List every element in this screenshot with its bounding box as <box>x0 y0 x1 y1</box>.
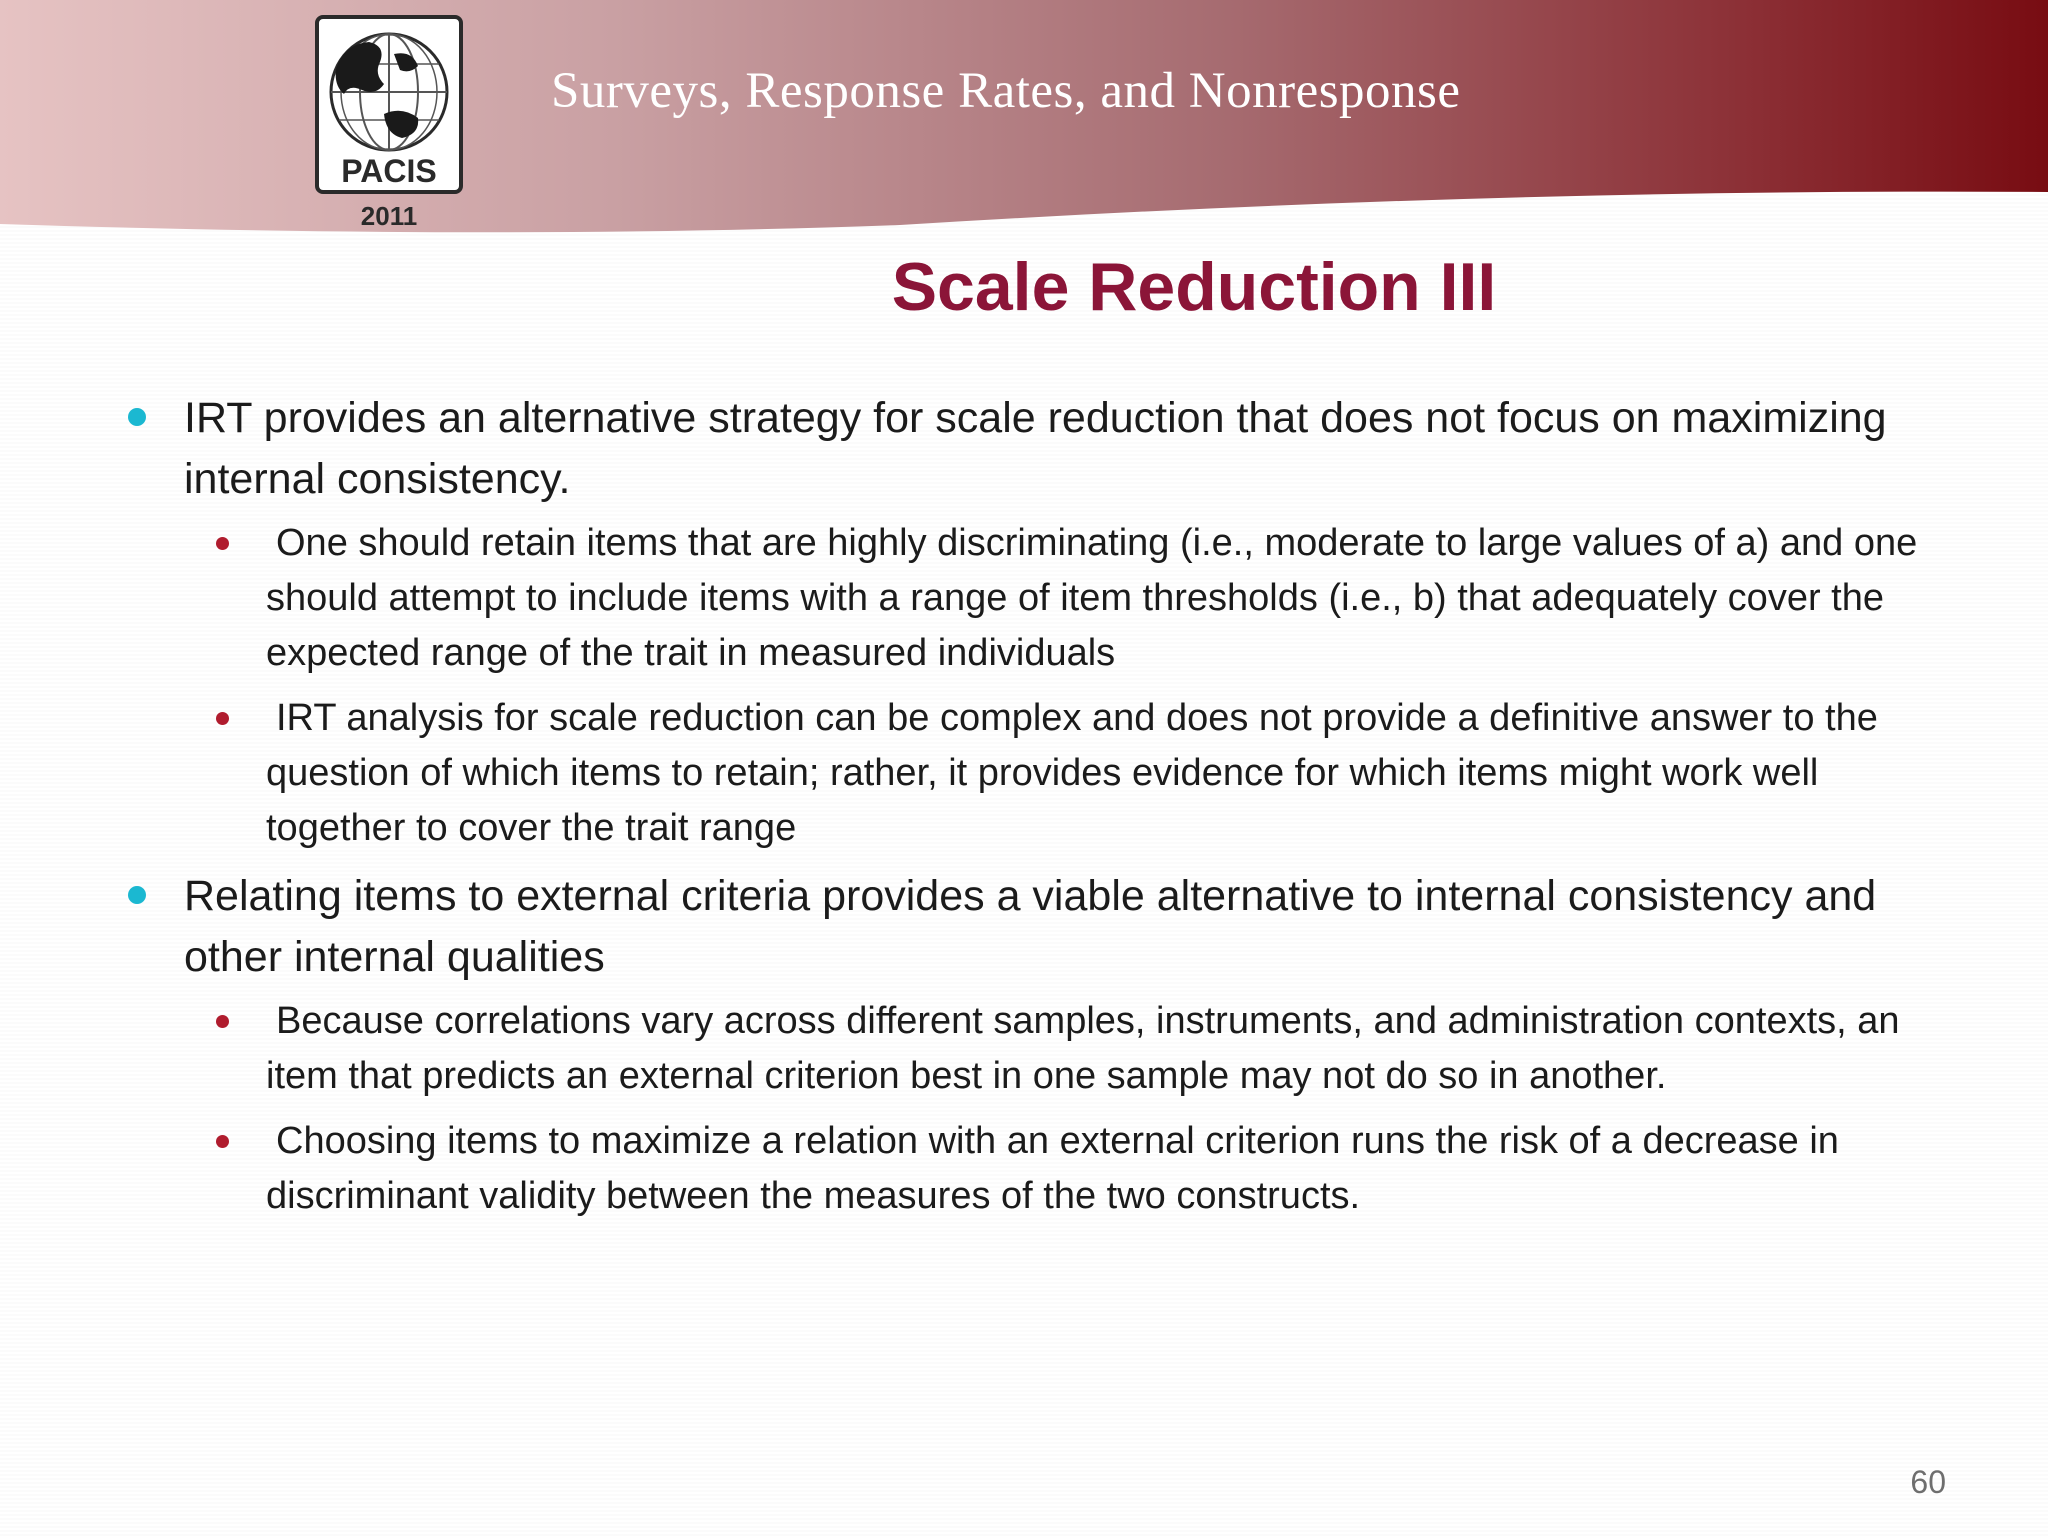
sub-bullet-text: One should retain items that are highly discriminating (i.e., moderate to large values of a) and one should attempt to include items with a range of item thresholds (i.e., b) that adequately cover the expected range of the trait in measured individuals <box>266 522 1918 674</box>
sub-bullet-text: Choosing items to maximize a relation with an external criterion runs the risk of a decrease in discriminant validity between the measures of the two constructs. <box>266 1120 1839 1217</box>
svg-text:PACIS: PACIS <box>341 153 437 189</box>
sub-bullet-item <box>266 516 1946 681</box>
bullet-item <box>184 866 1944 988</box>
bullet-item <box>184 388 1944 510</box>
sub-bullet-dot <box>216 1135 229 1148</box>
sub-bullet-dot <box>216 1015 229 1028</box>
header-band <box>0 0 2048 240</box>
sub-bullet-item <box>266 691 1946 856</box>
bullet-dot <box>128 408 146 426</box>
bullet-text: Relating items to external criteria provides a viable alternative to internal consistency and other internal qualities <box>184 872 1877 981</box>
pacis-logo <box>314 14 464 234</box>
sub-bullet-dot <box>216 712 229 725</box>
sub-bullet-dot <box>216 537 229 550</box>
bullet-dot <box>128 886 146 904</box>
sub-bullet-text: IRT analysis for scale reduction can be complex and does not provide a definitive answer to the question of which items to retain; rather, it provides evidence for which items might work well together to cover the trait range <box>266 697 1878 849</box>
presentation-title: Surveys, Response Rates, and Nonresponse <box>551 63 1461 119</box>
sub-bullet-text: Because correlations vary across different samples, instruments, and administration contexts, an item that predicts an external criterion best in one sample may not do so in another. <box>266 1000 1900 1097</box>
page-number: 60 <box>1910 1464 1946 1500</box>
globe-icon <box>331 34 447 150</box>
bullet-text: IRT provides an alternative strategy for scale reduction that does not focus on maximizing internal consistency. <box>184 394 1887 503</box>
slide-title: Scale Reduction III <box>891 249 1497 325</box>
sub-bullet-item <box>266 1114 1946 1224</box>
slide-content <box>0 388 2048 1234</box>
sub-bullet-item <box>266 994 1946 1104</box>
svg-text:2011: 2011 <box>360 201 418 231</box>
